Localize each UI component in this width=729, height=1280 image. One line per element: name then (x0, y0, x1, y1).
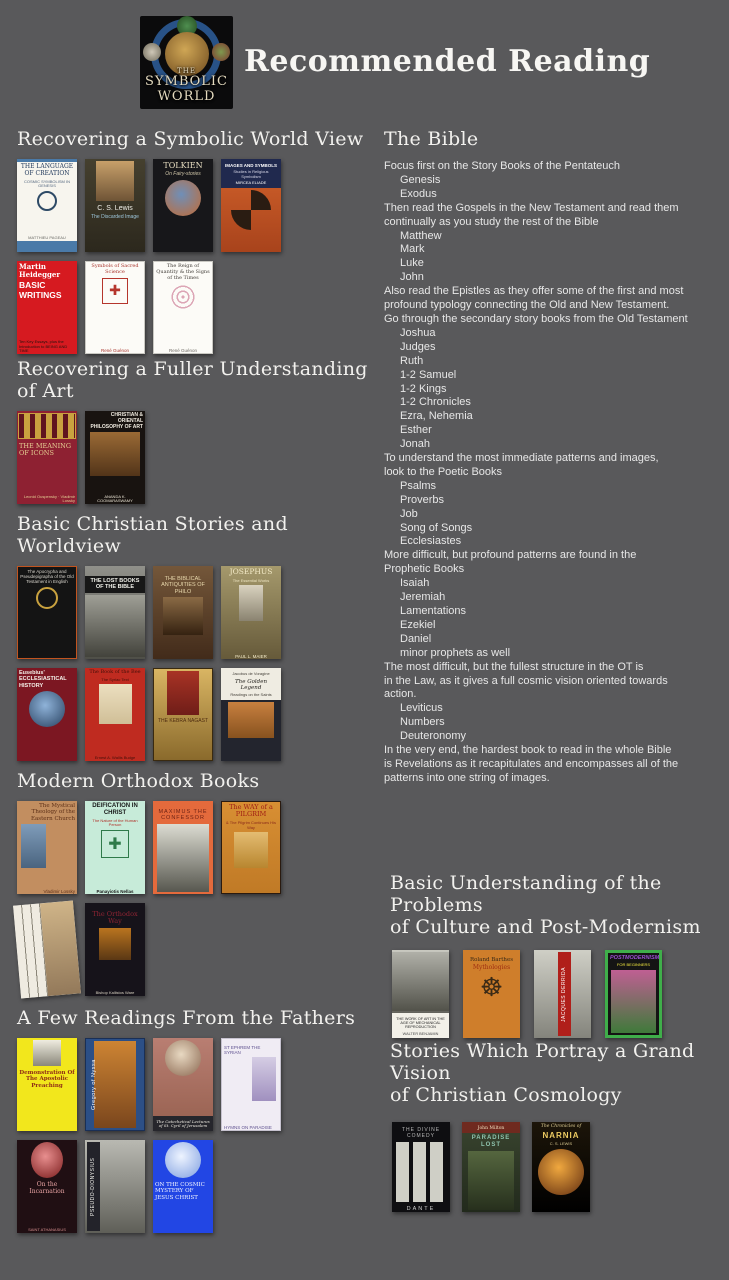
section-heading-line: Basic Understanding of the Problems (390, 872, 662, 916)
book-cover-deification-in-christ (85, 801, 145, 894)
bible-line: Leviticus (400, 702, 443, 715)
book-row (17, 566, 371, 659)
bible-line: Mark (400, 243, 425, 256)
book-author: C. S. LEWIS (549, 1141, 573, 1147)
book-title: THE BIBLICAL ANTIQUITIES OF PHILO (161, 576, 205, 595)
book-author: René Guénon (168, 347, 198, 353)
bible-line: Exodus (400, 187, 437, 200)
spacer (85, 478, 145, 493)
book-art-mandala (169, 283, 197, 311)
book-art-rect (33, 1040, 61, 1066)
section-heading (384, 872, 729, 938)
book-cover-st-ephrem-the-syrian-hymns-on-paradise (221, 1038, 281, 1131)
book-author: SAINT ATHANASIUS (28, 1227, 66, 1233)
book-title: Martin Heidegger (19, 262, 61, 280)
spacer (153, 1078, 213, 1116)
bible-line: Song of Songs (400, 521, 473, 534)
book-cover-postmodernism-for-beginners (605, 950, 662, 1038)
book-cover-tolkien-on-fairy-stories (153, 159, 213, 252)
book-cover-eusebius-ecclesiastical-history (17, 668, 77, 761)
bible-line: Numbers (400, 716, 445, 729)
book-title: THE LOST BOOKS OF THE BIBLE (85, 576, 145, 593)
bible-line: Also read the Epistles as they offer some of the first and most (384, 285, 684, 298)
bible-line: Job (400, 507, 418, 520)
logo-rosette-left-medallion (143, 43, 161, 61)
book-art-circle (165, 180, 201, 216)
book-cover-josephus-the-essential-works (221, 566, 281, 659)
book-title: The Orthodox Way (92, 910, 138, 926)
book-author: HYMNS ON PARADISE (224, 1124, 272, 1130)
book-cover-christian-and-oriental-philosophy-of-art (85, 411, 145, 504)
bible-line: Prophetic Books (384, 563, 465, 576)
bible-line: John (400, 271, 424, 284)
book-row (384, 1122, 729, 1212)
section-problems-of-culture-and-post-modernism (384, 872, 729, 1040)
bible-line: Deuteronomy (400, 730, 467, 743)
book-subtitle: The Essential Works (232, 577, 270, 583)
spacer (221, 232, 281, 252)
band-line: MIRCEA ELIADE (235, 180, 267, 186)
book-subtitle: COSMIC SYMBOLISM IN GENESIS (23, 178, 70, 189)
bible-line: action. (384, 688, 417, 701)
spacer (17, 870, 77, 887)
bible-line: Esther (400, 424, 432, 437)
book-subtitle: On Fairy-stories (165, 171, 201, 178)
bible-line: Matthew (400, 229, 442, 242)
bible-line: To understand the most immediate patterns and images, (384, 452, 659, 465)
book-cover-gregory-of-nyssa (85, 1038, 145, 1131)
book-cover-the-work-of-art-in-the-age-of-mechanical-reproduction (392, 950, 449, 1038)
book-art-rect (234, 832, 269, 868)
book-top-band (462, 1122, 520, 1133)
book-title: The Reign of Quantity & the Signs of the Times (156, 263, 210, 281)
book-subtitle: The Discarded Image (91, 214, 139, 221)
book-cover-the-meaning-of-icons (17, 411, 77, 504)
book-cover-mythologies (463, 950, 520, 1038)
book-author: Leonid Ouspensky · Vladimir Lossky (23, 493, 75, 504)
band-line: The Golden Legend (235, 678, 267, 691)
book-title: C. S. Lewis (97, 205, 133, 212)
book-cover-pseudo-dionysius (85, 1140, 145, 1233)
book-cover-the-kebra-nagast (153, 668, 213, 761)
logo-text (140, 68, 233, 104)
book-author: ANANDA K. COOMARASWAMY (97, 493, 133, 504)
section-heading-line: Stories Which Portray a Grand Vision (390, 1040, 695, 1084)
book-cover-the-way-of-a-pilgrim (221, 801, 281, 894)
section-heading: Modern Orthodox Books (17, 770, 260, 792)
bible-line: Then read the Gospels in the New Testament and read them (384, 201, 679, 214)
bible-line: patterns into one string of images. (384, 771, 550, 784)
book-subtitle: Mythologies (472, 964, 511, 972)
book-subtitle: BASIC WRITINGS (19, 280, 62, 300)
spacer (85, 726, 145, 754)
bible-line: Psalms (400, 479, 437, 492)
bible-line: Proverbs (400, 493, 445, 506)
band-line: John Milton (477, 1126, 505, 1131)
book-art-rect (85, 595, 145, 657)
book-cover-apocrypha-and-pseudepigrapha-of-the-old-testament (17, 566, 77, 659)
book-cover-the-discarded-image (85, 159, 145, 252)
book-art-rect (163, 597, 203, 635)
book-art-rect (157, 824, 210, 892)
book-row (17, 801, 371, 894)
book-cover-the-book-of-the-bee (85, 668, 145, 761)
book-row (17, 1038, 371, 1131)
book-cover-the-lost-books-of-the-bible (85, 566, 145, 659)
book-art-rect (252, 1057, 276, 1101)
book-subtitle: NARNIA (542, 1131, 580, 1141)
book-cover-the-language-of-creation (17, 159, 77, 252)
book-author: MATTHIEU PAGEAU (28, 235, 66, 241)
bible-line: More difficult, but profound patterns are found in the (384, 549, 637, 562)
spacer (17, 213, 77, 234)
book-spine-title: PSEUDO-DIONYSIUS (87, 1142, 100, 1231)
book-art-emblem: ✚ (102, 278, 128, 304)
book-row (17, 159, 371, 252)
book-top-band (221, 159, 281, 188)
page-title: Recommended Reading (244, 44, 651, 79)
book-author: PAUL L. MAIER (235, 653, 267, 659)
book-bottom-strip (17, 241, 77, 252)
bible-line: Luke (400, 257, 424, 270)
section-the-bible (384, 128, 729, 872)
section-recovering-a-symbolic-world-view (17, 128, 371, 358)
spacer (221, 740, 281, 761)
spacer (86, 306, 144, 346)
spacer (153, 218, 213, 252)
book-art-emblem: ✚ (101, 830, 129, 858)
book-cover-the-orthodox-way (85, 903, 145, 996)
bible-line: is Revelations as it recapitulates and encompasses all of the (384, 757, 679, 770)
right-column (384, 128, 729, 1221)
bible-line: Ecclesiastes (400, 535, 462, 548)
book-title: THE MEANING OF ICONS (19, 442, 72, 458)
book-title: The Book of the Bee (89, 669, 141, 675)
book-art-circle (165, 1040, 201, 1076)
book-cover-the-reign-of-quantity (153, 261, 213, 354)
bible-line: 1-2 Samuel (400, 368, 457, 381)
boxed-set-side-panel (40, 901, 81, 997)
book-cover-the-chronicles-of-narnia (532, 1122, 590, 1212)
boxed-set-art (13, 901, 81, 999)
book-title: CHRISTIAN & ORIENTAL PHILOSOPHY OF ART (90, 412, 143, 430)
book-art-glyph: ☸ (479, 972, 504, 1003)
book-cover-the-mystical-theology-of-the-eastern-church (17, 801, 77, 894)
book-top-band (221, 668, 281, 700)
book-bottom-band (392, 1013, 449, 1038)
book-cover-jacques-derrida (534, 950, 591, 1038)
spacer (153, 1201, 213, 1233)
book-author: René Guénon (100, 347, 130, 353)
logo-line-symbolic: SYMBOLIC (145, 74, 228, 90)
spacer (222, 1103, 280, 1122)
book-cover-symbols-of-sacred-science (85, 261, 145, 354)
spacer (85, 221, 145, 252)
book-title: Demonstration Of The Apostolic Preaching (19, 1070, 75, 1089)
book-art-rect (167, 671, 199, 715)
section-heading: Recovering a Fuller Understanding of Art (17, 358, 368, 402)
bible-line: 1-2 Chronicles (400, 396, 471, 409)
book-art-rect (21, 824, 46, 868)
book-subtitle: The Syriac Text (101, 676, 129, 682)
book-cover-demonstration-of-the-apostolic-preaching (17, 1038, 77, 1131)
book-cover-maximus-the-confessor (153, 801, 213, 894)
book-title: DEIFICATION IN CHRIST (92, 803, 138, 816)
bible-line: Lamentations (400, 605, 467, 617)
bible-line: Go through the secondary story books from the Old Testament (384, 312, 688, 325)
bible-line: look to the Poetic Books (384, 465, 503, 478)
bible-line: The most difficult, but the fullest structure in the OT is (384, 660, 644, 673)
bible-line: Ezra, Nehemia (400, 410, 473, 423)
book-author: Panayiotis Nellas (96, 888, 134, 894)
book-title: ST EPHREM THE SYRIAN (224, 1045, 261, 1056)
book-title: ON THE COSMIC MYSTERY OF JESUS CHRIST (155, 1182, 205, 1201)
spacer (85, 962, 145, 989)
band-line: WALTER BENJAMIN (402, 1031, 439, 1036)
section-basic-christian-stories-and-worldview (17, 513, 371, 761)
book-author: Bishop Kallistos Ware (95, 990, 135, 996)
book-row (17, 903, 371, 996)
bible-line: Joshua (400, 326, 436, 339)
book-cover-catechetical-lectures-of-st-cyril-of-jerusalem (153, 1038, 213, 1131)
book-cover-the-golden-legend (221, 668, 281, 761)
band-line: Jacobus de Voragine (232, 671, 270, 676)
book-row (17, 411, 371, 504)
book-title: THE DIVINE COMEDY (401, 1127, 441, 1139)
symbolic-world-logo (140, 16, 233, 109)
book-cover-the-divine-comedy (392, 1122, 450, 1212)
spacer (18, 611, 76, 658)
book-author: DANTE (406, 1205, 436, 1212)
bible-line: Focus first on the Story Books of the Pentateuch (384, 160, 621, 172)
book-subtitle: FOR BEGINNERS (616, 962, 651, 968)
section-recovering-a-fuller-understanding-of-art (17, 358, 371, 504)
book-art-rect (611, 970, 657, 1033)
bible-line: Jeremiah (400, 591, 446, 604)
bible-line: minor prophets as well (400, 646, 511, 659)
spacer (85, 860, 145, 887)
logo-rosette-right-medallion (212, 43, 230, 61)
band-line: Studies in Religious Symbolism (233, 169, 269, 179)
book-author: Vladimir Lossky (43, 888, 75, 894)
book-title: THE KEBRA NAGAST (157, 718, 208, 724)
book-art-ring (37, 191, 57, 211)
book-title: Symbols of Sacred Science (91, 263, 139, 275)
bible-line: continually as you study the rest of the Bible (384, 215, 599, 228)
book-author: Ten Key Essays, plus the Introduction to BEING AND TIME (19, 339, 68, 354)
book-title: MAXIMUS THE CONFESSOR (158, 809, 208, 822)
book-subtitle: & The Pilgrim Continues His Way (226, 819, 276, 830)
bible-line: in the Law, as it gives a full cosmic vision oriented towards (384, 674, 668, 687)
spacer (17, 1196, 77, 1227)
spacer (17, 1089, 77, 1131)
bible-line: 1-2 Kings (400, 382, 447, 395)
book-title: JOSEPHUS (229, 567, 273, 576)
spacer (154, 313, 212, 346)
book-art-rect (99, 928, 130, 960)
book-art-rect (90, 432, 139, 476)
section-heading: A Few Readings From the Fathers (17, 1007, 356, 1029)
bible-line: Ezekiel (400, 618, 436, 631)
logo-line-the: THE (177, 66, 196, 75)
bible-line: Jonah (400, 438, 430, 451)
book-cover-heidegger-basic-writings (17, 261, 77, 354)
book-cover-paradise-lost (462, 1122, 520, 1212)
book-cover-images-and-symbols (221, 159, 281, 252)
section-heading-line: of Culture and Post-Modernism (390, 916, 701, 938)
spacer (222, 870, 280, 893)
band-line: IMAGES AND SYMBOLS (224, 163, 278, 168)
bible-line: Ruth (400, 354, 424, 367)
section-heading-line: of Christian Cosmology (390, 1084, 622, 1106)
band-line: THE WORK OF ART IN THE AGE OF MECHANICAL REPRODUCTION (396, 1016, 445, 1030)
book-cover-orthodox-boxed-set (13, 901, 81, 999)
book-title: THE LANGUAGE OF CREATION (20, 163, 74, 177)
book-subtitle: The Nature of the Human Person (92, 817, 138, 828)
book-author: Ernest A. Wallis Budge (94, 755, 136, 761)
book-spine-title: JACQUES DERRIDA (558, 952, 571, 1036)
spacer (532, 1197, 590, 1212)
book-cover-the-biblical-antiquities-of-philo (153, 566, 213, 659)
book-cover-on-the-cosmic-mystery-of-jesus-christ (153, 1140, 213, 1233)
book-art-circle (538, 1149, 584, 1195)
book-art-rect (468, 1151, 514, 1210)
book-spine-title: Gregory of Nyssa (91, 1059, 97, 1110)
book-title: The Apocrypha and Pseudepigrapha of the Old Testament in English (20, 569, 74, 585)
left-column (17, 128, 371, 1280)
bible-line: Daniel (400, 632, 432, 645)
book-title: The Mystical Theology of the Eastern Church (30, 803, 75, 822)
band-line: The Catechetical Lectures of St. Cyril of Jerusalem (156, 1118, 210, 1129)
book-art-arches (396, 1142, 446, 1202)
section-heading: Basic Christian Stories and Worldview (17, 513, 288, 557)
spacer (17, 729, 77, 761)
spacer (153, 637, 213, 659)
section-heading: Recovering a Symbolic World View (17, 128, 364, 150)
logo-line-world: WORLD (157, 88, 216, 104)
spacer (17, 301, 77, 339)
section-modern-orthodox-books (17, 770, 371, 1007)
book-art-ring (36, 587, 58, 609)
bible-line: Genesis (400, 173, 441, 186)
book-title: Roland Barthes (469, 957, 514, 963)
band-line: Readings on the Saints (230, 692, 272, 698)
book-row (17, 668, 371, 761)
book-title: The WAY of a PILGRIM (229, 803, 273, 819)
book-art-circle (29, 691, 65, 727)
section-grand-vision-of-christian-cosmology (384, 1040, 729, 1212)
book-title: POSTMODERNISM (610, 955, 659, 961)
bible-line: Judges (400, 340, 436, 353)
book-row (17, 261, 371, 354)
book-title: The Chronicles of (540, 1124, 582, 1129)
bible-line: Isaiah (400, 577, 430, 590)
book-title: PARADISE LOST (471, 1135, 511, 1149)
book-bottom-band (153, 1116, 213, 1131)
book-row (384, 950, 729, 1038)
book-title: On the Incarnation (29, 1181, 65, 1195)
spacer (17, 458, 77, 493)
book-art-rect (99, 684, 132, 724)
spacer (154, 725, 212, 760)
section-heading: The Bible (384, 128, 479, 150)
book-art-rect (96, 161, 133, 201)
book-title: TOLKIEN (163, 161, 203, 170)
book-cover-on-the-incarnation (17, 1140, 77, 1233)
section-heading (384, 1040, 729, 1106)
book-art-frieze (18, 413, 76, 439)
book-art-circle (165, 1142, 201, 1178)
book-art-circle (31, 1142, 63, 1178)
bible-line: In the very end, the hardest book to read in the whole Bible (384, 744, 672, 757)
book-title: Eusebius' ECCLESIASTICAL HISTORY (19, 670, 67, 689)
book-art-rect (392, 952, 449, 1011)
book-art-rect (239, 585, 263, 621)
spacer (221, 623, 281, 652)
bible-line: profound typology connecting the Old and New Testament. (384, 299, 670, 312)
book-row (17, 1140, 371, 1233)
book-art-spiral (231, 190, 271, 230)
spacer (463, 1002, 520, 1038)
section-a-few-readings-from-the-fathers (17, 1007, 371, 1280)
book-art-rect (228, 702, 274, 738)
